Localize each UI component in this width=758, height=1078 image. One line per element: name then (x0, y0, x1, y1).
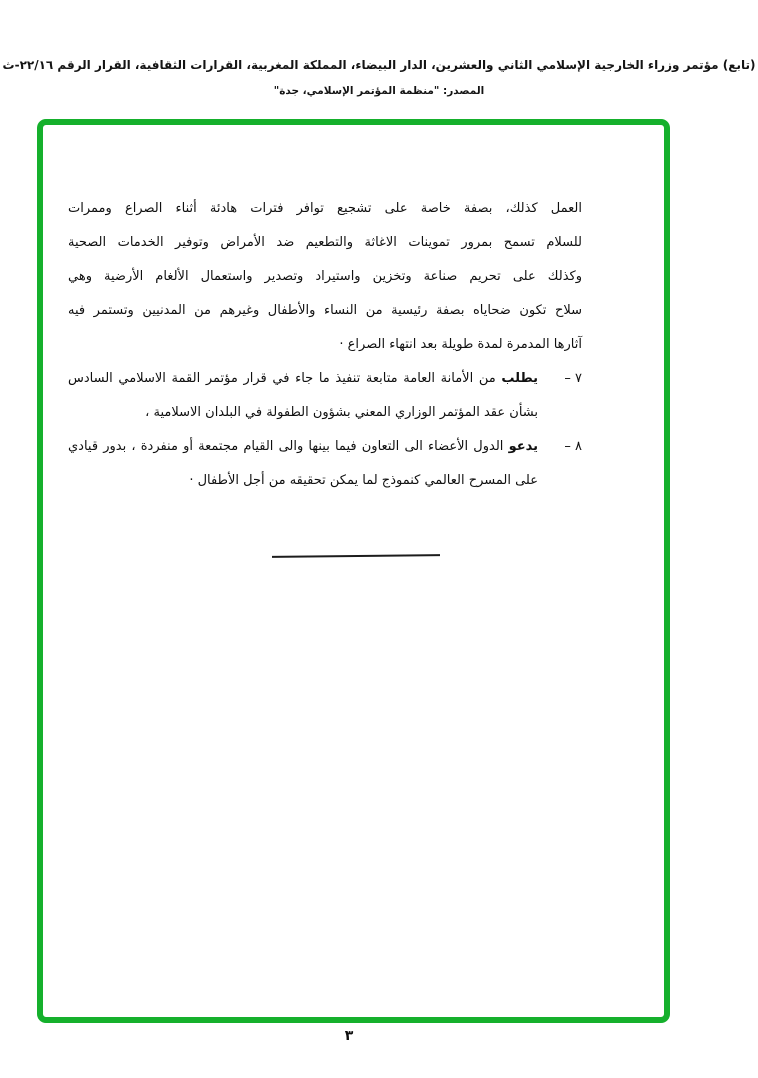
document-source-line: المصدر: "منظمة المؤتمر الإسلامي، جدة" (273, 85, 485, 97)
paragraph-last-line: آثارها المدمرة لمدة طويلة بعد انتهاء الصراع · (339, 337, 582, 352)
paragraph-line: العمل كذلك، بصفة خاصة على تشجيع توافر فترات هادئة أثناء الصراع وممرات (68, 201, 582, 216)
list-item-7-continuation: بشأن عقد المؤتمر الوزاري المعني بشؤون الطفولة في البلدان الاسلامية ، (145, 405, 538, 420)
item-text: الدول الأعضاء الى التعاون فيما بينها والى القيام مجتمعة أو منفردة ، بدور قيادي (68, 439, 504, 454)
item-text: من الأمانة العامة متابعة تنفيذ ما جاء في قرار مؤتمر القمة الاسلامي السادس (68, 371, 496, 386)
list-item-8 (68, 430, 582, 464)
paragraph-line: سلاح تكون ضحاياه بصفة رئيسية من النساء والأطفال وغيرهم من المدنيين وتستمر فيه (68, 303, 582, 318)
paragraph-line: للسلام تسمح بمرور تموينات الاغاثة والتطعيم ضد الأمراض وتوفير الخدمات الصحية (68, 235, 582, 250)
list-item-8-continuation: على المسرح العالمي كنموذج لما يمكن تحقيقه من أجل الأطفال · (189, 473, 538, 488)
item-lead-word: يطلب (501, 371, 538, 386)
paragraph-line: وكذلك على تحريم صناعة وتخزين واستيراد وتصدير واستعمال الألغام الأرضية وهي (68, 269, 582, 284)
document-body (68, 192, 582, 498)
item-text-line (68, 430, 538, 464)
item-number: ٧ – (564, 371, 582, 386)
list-item-7 (68, 362, 582, 396)
page-number: ٣ (344, 1028, 354, 1044)
item-lead-word: يدعو (508, 439, 538, 454)
document-header-citation: (تابع) مؤتمر وزراء الخارجية الإسلامي الثاني والعشرين، الدار البيضاء، المملكة المغربية، القرارات الثقافية، القرار الرقم ٢٢/١٦-ث (2, 58, 756, 72)
item-text-line (68, 362, 538, 396)
item-number: ٨ – (564, 439, 582, 454)
